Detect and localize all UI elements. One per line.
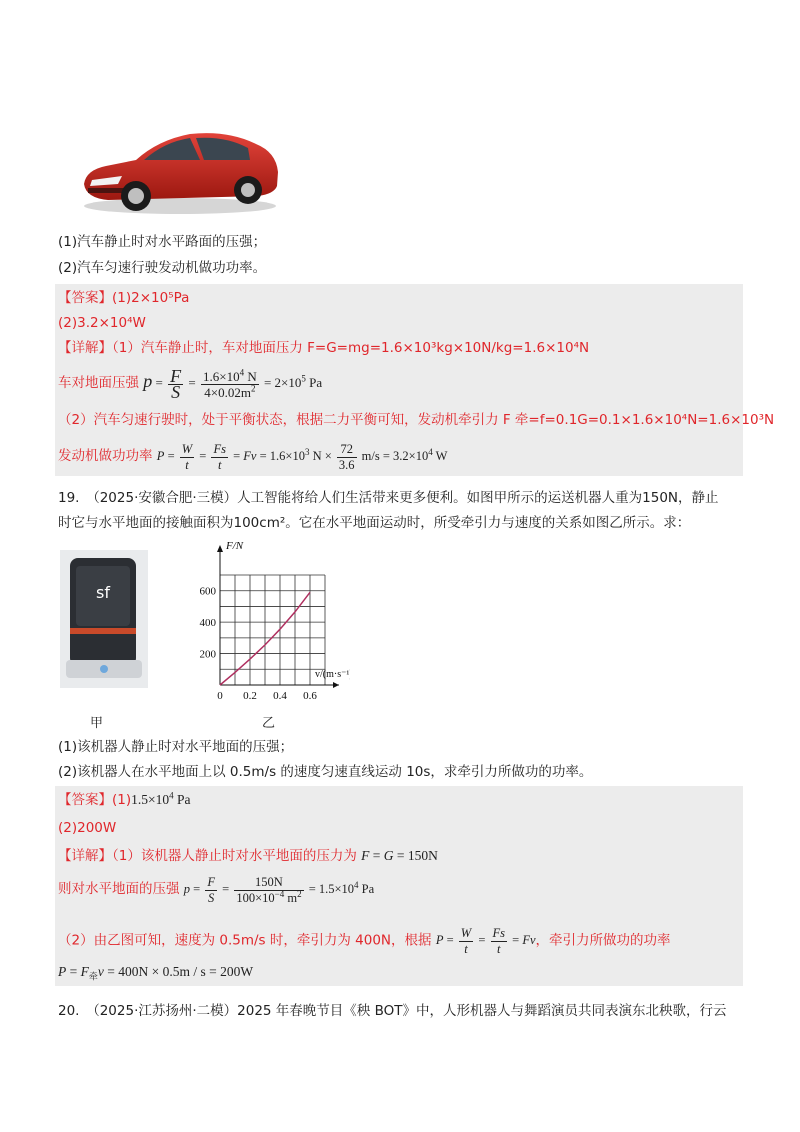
q18-answer2: (2)3.2×10⁴W (58, 315, 146, 331)
q18-answer-label: 【答案】 (58, 290, 112, 306)
q18-detail1: （1）汽车静止时，车对地面压力 F=G=mg=1.6×10³kg×10N/kg=1.6×10⁴N (112, 340, 590, 356)
caption-figure-a: 甲 (90, 716, 104, 731)
q19-power-calculation: $P = F_牵v = 400N \times 0.5m / s = 200W$ (58, 964, 254, 982)
force-velocity-chart (180, 535, 350, 709)
q18-detail2-prefix: 车对地面压强 (58, 375, 139, 391)
q20-stem-line1: 20. （2025·江苏扬州·二模）2025 年春晚节目《秧 BOT》中，人形机器人与舞蹈演员共同表演东北秧歌，行云 (58, 1003, 727, 1019)
q19-power-relation: P = $\frac{W}{t}$ = $\frac{Fs}{t}$ = Fv (435, 926, 536, 956)
q18-detail-line4 (58, 440, 447, 473)
y-axis-arrow (217, 545, 223, 552)
y-tick-label: 600 (199, 585, 216, 598)
q19-detail-line1 (58, 846, 438, 866)
chart-svg (180, 535, 350, 705)
q19-pressure-formula: p = $\frac{F}{S}$ = $\frac{150N}{100\times 10^{-4} m^2}$ = $1.5\times 10^4$ Pa (183, 874, 375, 905)
q18-sub1: (1)汽车静止时对水平路面的压强； (58, 234, 267, 250)
q19-stem-line1: 19. （2025·安徽合肥·三模）人工智能将给人们生活带来更多便利。如图甲所示的运送机器人重为150N，静止 (58, 490, 719, 506)
q18-detail-line1 (58, 338, 589, 358)
q19-detail-label: 【详解】 (58, 848, 112, 864)
q19-detail2-prefix: 则对水平地面的压强 (58, 881, 180, 897)
q18-answer1: (1)2×10⁵Pa (112, 290, 190, 306)
q19-sub1: (1)该机器人静止时对水平地面的压强； (58, 739, 294, 755)
q19-detail3-b: ，牵引力所做功的功率 (535, 932, 671, 949)
q18-detail-line2 (58, 364, 322, 400)
y-tick-label: 200 (199, 648, 216, 661)
q18-pressure-formula: p = $\frac{F}{S}$ = $\frac{1.6\times 10^4 N}{4\times 0.02m^2}$ = $2\times 10^5$ Pa (143, 365, 323, 402)
q18-sub2: (2)汽车匀速行驶发动机做功功率。 (58, 260, 267, 276)
q19-answer1-prefix: (1) (112, 792, 132, 808)
q19-detail1: （1）该机器人静止时对水平地面的压力为 (112, 848, 357, 864)
q19-answer1-value: $1.5\times 10^4$ Pa (131, 790, 191, 807)
q19-detail-line2 (58, 872, 374, 906)
svg-text:sf: sf (96, 583, 110, 602)
q19-answer-label: 【答案】 (58, 792, 112, 808)
q19-stem-line2: 时它与水平地面的接触面积为100cm²。它在水平地面运动时，所受牵引力与速度的关系如图乙所示。求： (58, 515, 691, 531)
x-tick-label: 0.2 (243, 690, 257, 702)
q19-sub2: (2)该机器人在水平地面上以 0.5m/s 的速度匀速直线运动 10s，求牵引力所做功的功率。 (58, 764, 593, 780)
q19-answer2: (2)200W (58, 820, 117, 836)
q19-detail-line3 (58, 926, 671, 957)
q19-detail3-a: （2）由乙图可知，速度为 0.5m/s 时，牵引力为 400N，根据 (58, 932, 432, 949)
car-image (78, 118, 283, 218)
q18-power-formula: P = $\frac{W}{t}$ = $\frac{Fs}{t}$ = $Fv = 1.6\times 10^3$ N × $\frac{72}{3.6}$ $m/s = 3.2\times 10^4$ W (156, 441, 448, 472)
caption-figure-b: 乙 (262, 716, 276, 731)
q18-detail-label: 【详解】 (58, 340, 112, 356)
x-tick-label: 0.4 (273, 690, 287, 702)
y-tick-label: 400 (199, 617, 216, 630)
x-tick-label: 0.6 (303, 690, 317, 702)
q18-answer-line1 (58, 288, 189, 308)
robot-image (60, 550, 148, 688)
x-tick-label: 0 (217, 690, 223, 702)
y-axis-label: F/N (226, 540, 244, 552)
x-axis-label: v/(m·s⁻¹) (315, 669, 350, 680)
x-axis-arrow (333, 682, 339, 688)
q18-detail4-prefix: 发动机做功功率 (58, 448, 153, 464)
q19-answer-line1 (58, 790, 191, 810)
q18-detail3: （2）汽车匀速行驶时，处于平衡状态，根据二力平衡可知，发动机牵引力 F 牵=f=0.1G=0.1×1.6×10⁴N=1.6×10³N (58, 412, 775, 428)
q19-force-formula: F = G = 150N (361, 848, 438, 863)
